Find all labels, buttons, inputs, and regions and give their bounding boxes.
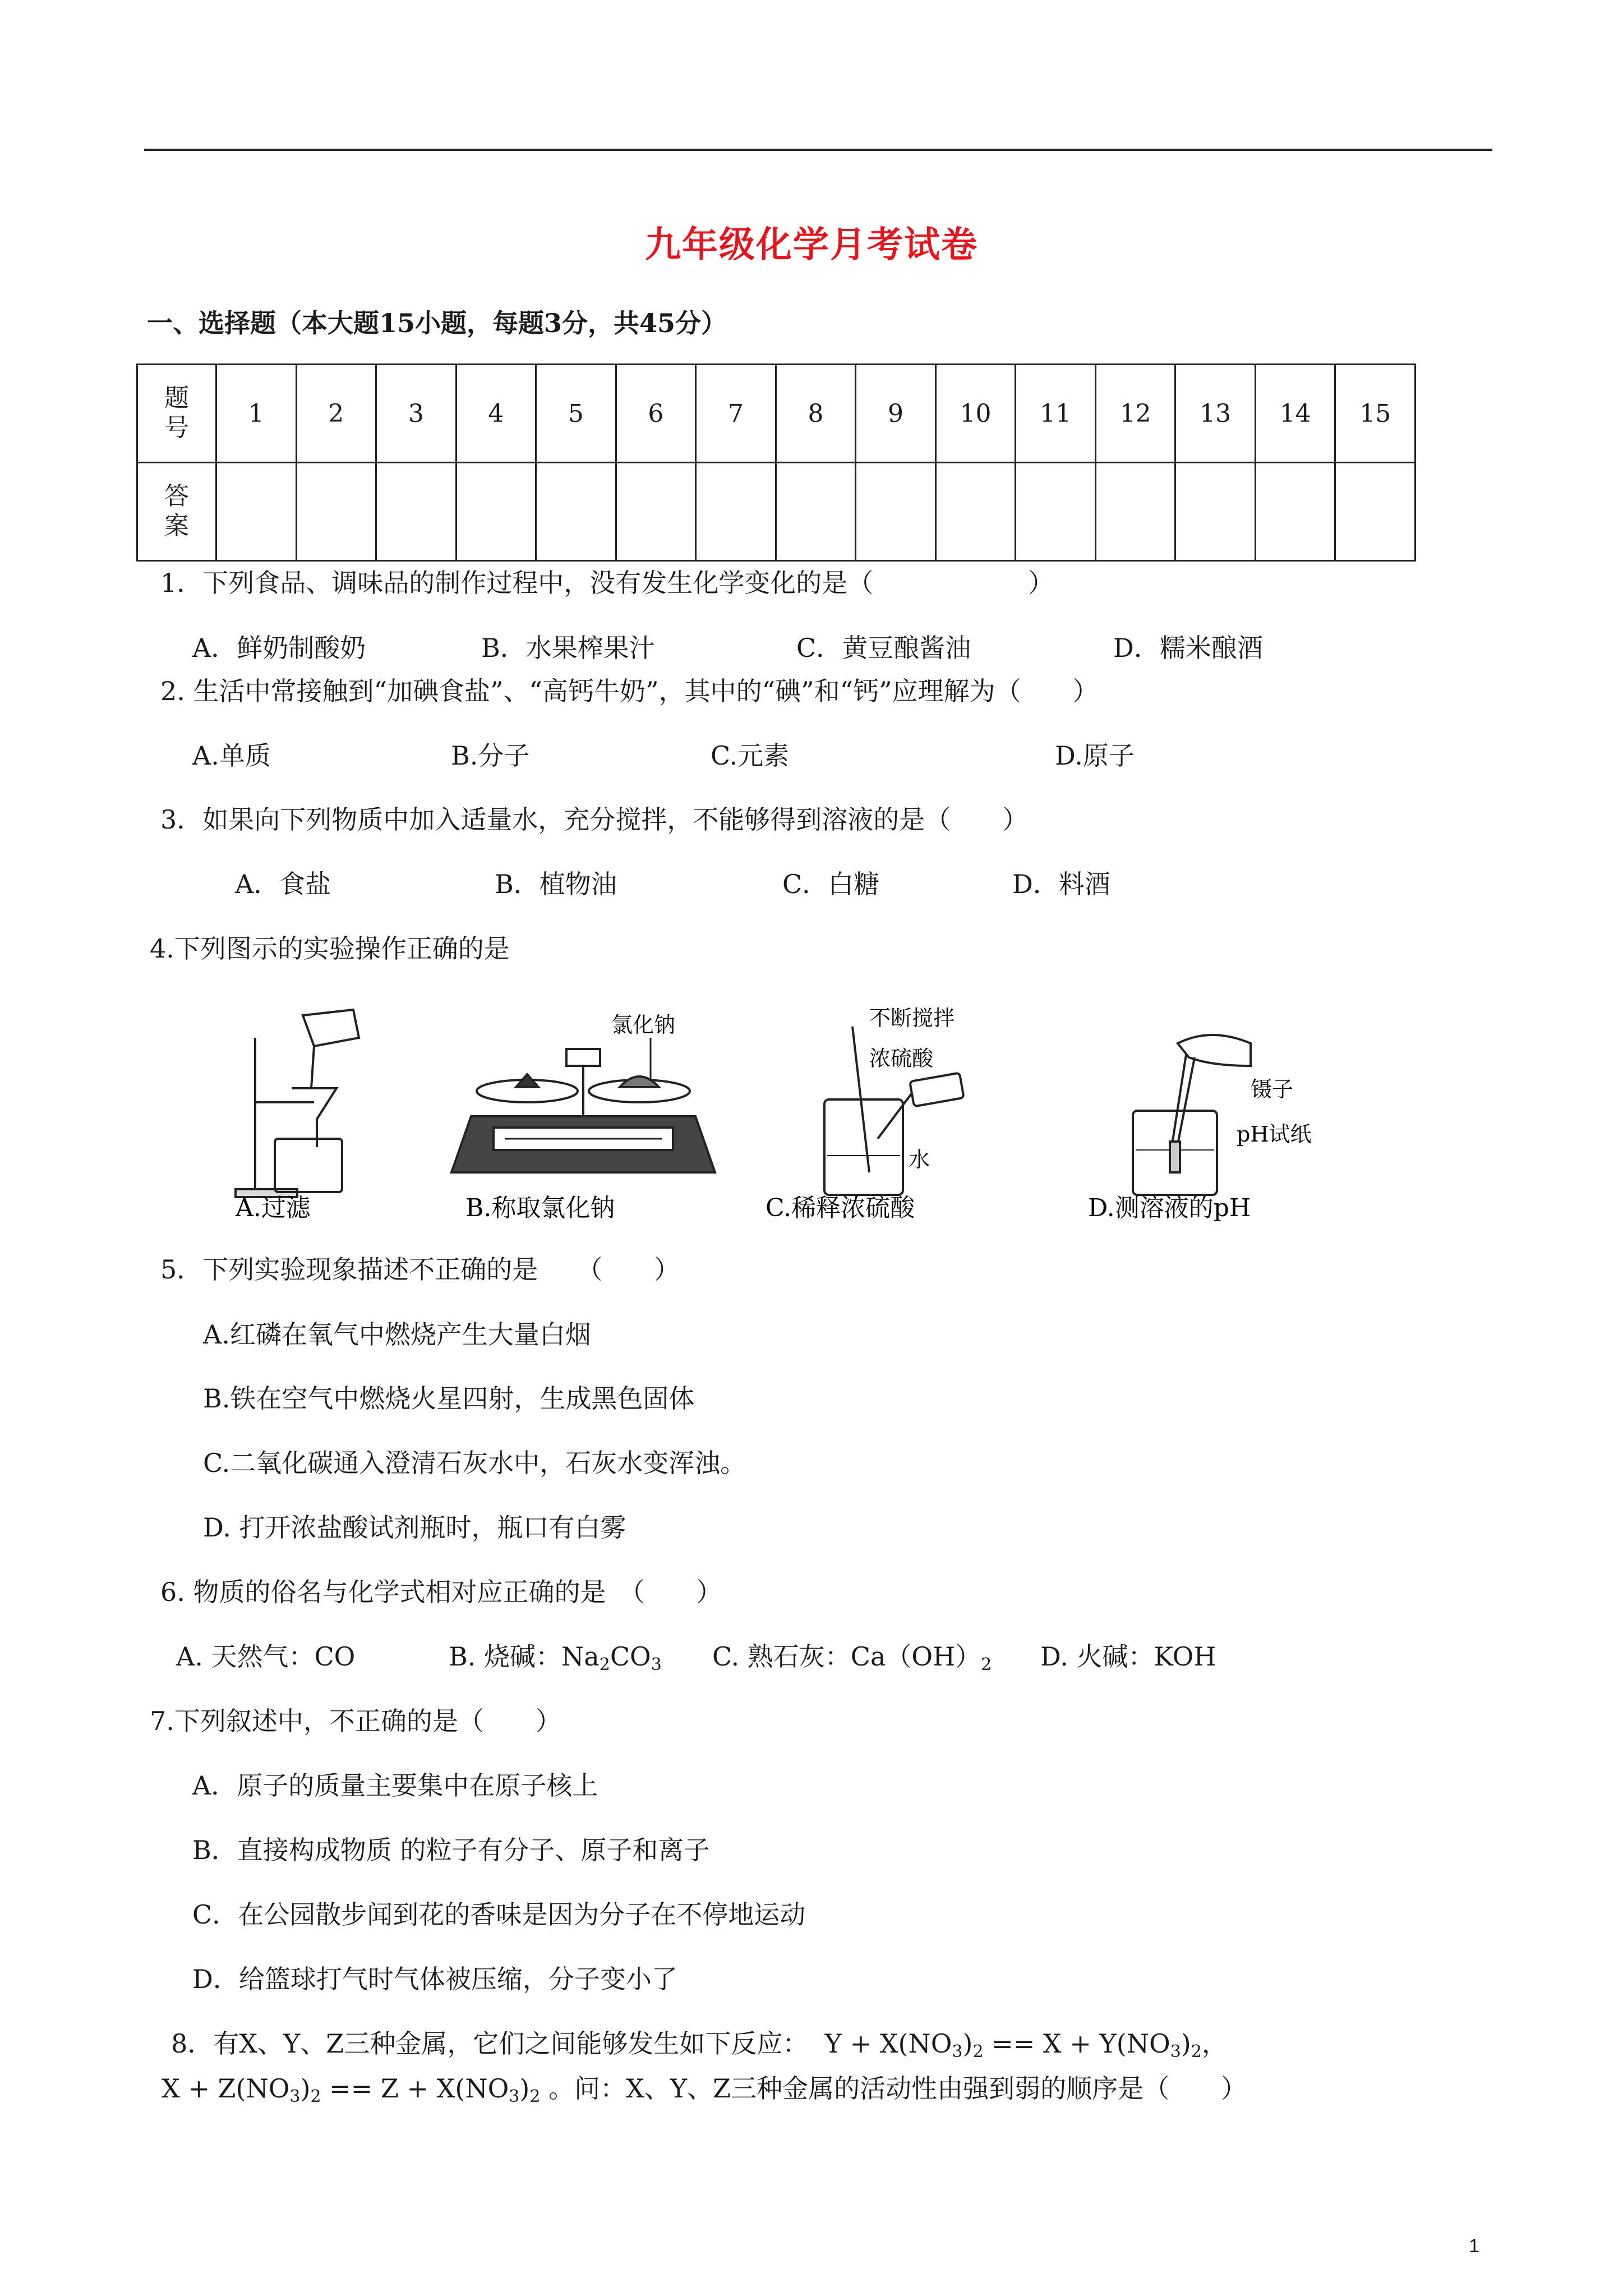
equation-1: $Y + X(NO_3)_2 == X + Y(NO_3)_2$， (824, 2028, 1228, 2062)
table-cell: 6 (616, 365, 696, 463)
table-cell: 7 (696, 365, 776, 463)
table-row-answers (137, 463, 1415, 561)
ph-test-figure (1133, 1035, 1251, 1195)
answer-table (136, 364, 1416, 562)
question-7-option-c: C．在公园散步闻到花的香味是因为分子在不停地运动 (192, 1899, 806, 1930)
table-cell: 8 (776, 365, 856, 463)
annotation-sodium-chloride: 氯化钠 (611, 1013, 676, 1037)
question-1-option-c: C．黄豆酿酱油 (796, 633, 971, 663)
question-7-stem: 7.下列叙述中，不正确的是（ ） (150, 1706, 561, 1736)
figure-label-a: A.过滤 (236, 1194, 311, 1222)
page-number: 1 (1469, 2235, 1479, 2257)
equation-2: $X + Z(NO_3)_2 == Z + X(NO_3)_2$ (162, 2073, 541, 2106)
annotation-ph-paper: pH试纸 (1237, 1122, 1312, 1147)
answer-cell[interactable] (1095, 463, 1175, 561)
page-title: 九年级化学月考试卷 (645, 224, 978, 266)
table-cell: 1 (216, 365, 297, 463)
row-header-number: 题 号 (137, 365, 216, 463)
answer-cell[interactable] (1255, 463, 1335, 561)
question-4-stem: 4.下列图示的实验操作正确的是 (150, 933, 510, 964)
question-2-option-d: D.原子 (1055, 740, 1135, 771)
question-1-option-b: B．水果榨果汁 (481, 633, 655, 663)
question-5-stem: 5．下列实验现象描述不正确的是 （ ） (160, 1254, 680, 1285)
table-cell: 4 (456, 365, 536, 463)
question-3-option-a: A．食盐 (235, 869, 331, 899)
table-cell: 10 (935, 365, 1016, 463)
question-3-option-b: B．植物油 (495, 869, 617, 899)
answer-cell[interactable] (1016, 463, 1096, 561)
question-8-stem-line2: $X + Z(NO_3)_2 == Z + X(NO_3)_2$ 。问：X、Y、Z三种金属的活动性由强到弱的顺序是（ ） (162, 2073, 1247, 2106)
answer-cell[interactable] (776, 463, 856, 561)
table-cell: 3 (376, 365, 457, 463)
answer-cell[interactable] (696, 463, 776, 561)
question-2-stem: 2. 生活中常接触到“加碘食盐”、“高钙牛奶”，其中的“碘”和“钙”应理解为（ ） (160, 676, 1099, 706)
question-6-option-b: B. 烧碱：$Na_2CO_3$ (449, 1641, 662, 1674)
table-cell: 9 (856, 365, 936, 463)
table-row-numbers (137, 365, 1415, 463)
figure-label-d: D.测溶液的pH (1088, 1194, 1251, 1222)
answer-cell[interactable] (935, 463, 1016, 561)
question-8-stem-line1: 8．有X、Y、Z三种金属，它们之间能够发生如下反应： $Y + X(NO_3)_2 == X + Y(NO_3)_2$， (171, 2028, 1228, 2062)
question-6-option-d: D. 火碱：KOH (1040, 1641, 1216, 1672)
answer-cell[interactable] (376, 463, 457, 561)
question-1-option-a: A．鲜奶制酸奶 (192, 633, 366, 663)
answer-cell[interactable] (216, 463, 297, 561)
table-cell: 13 (1175, 365, 1256, 463)
section-heading: 一、选择题（本大题15小题，每题3分，共45分） (147, 308, 727, 338)
question-5-option-b: B.铁在空气中燃烧火星四射，生成黑色固体 (203, 1383, 695, 1414)
question-6-stem: 6. 物质的俗名与化学式相对应正确的是 （ ） (160, 1577, 722, 1607)
figure-label-b: B.称取氯化钠 (465, 1194, 615, 1222)
table-cell: 2 (296, 365, 376, 463)
question-3-option-c: C．白糖 (782, 869, 880, 899)
question-5-option-c: C.二氧化碳通入澄清石灰水中，石灰水变浑浊。 (203, 1448, 746, 1478)
annotation-conc-acid: 浓硫酸 (869, 1046, 934, 1071)
question-6-option-c: C. 熟石灰：$Ca(OH)_2$ (712, 1641, 992, 1674)
question-3-stem: 3．如果向下列物质中加入适量水，充分搅拌，不能够得到溶液的是（ ） (160, 804, 1029, 835)
question-1-stem: 1．下列食品、调味品的制作过程中，没有发生化学变化的是（ ） (160, 568, 1054, 598)
table-cell: 12 (1095, 365, 1175, 463)
table-cell: 14 (1255, 365, 1335, 463)
answer-cell[interactable] (856, 463, 936, 561)
annotation-tweezers: 镊子 (1251, 1077, 1294, 1102)
question-1-option-d: D．糯米酿酒 (1113, 633, 1263, 663)
answer-cell[interactable] (1175, 463, 1256, 561)
question-2-option-c: C.元素 (711, 740, 790, 771)
table-cell: 15 (1335, 365, 1415, 463)
question-3-option-d: D．料酒 (1012, 869, 1110, 899)
table-cell: 11 (1016, 365, 1096, 463)
figure-label-c: C.稀释浓硫酸 (766, 1194, 915, 1222)
answer-cell[interactable] (616, 463, 696, 561)
annotation-water: 水 (909, 1147, 930, 1172)
question-7-option-a: A．原子的质量主要集中在原子核上 (192, 1770, 598, 1801)
question-2-option-a: A.单质 (192, 740, 271, 771)
answer-cell[interactable] (456, 463, 536, 561)
question-2-option-b: B.分子 (451, 740, 530, 771)
balance-figure (451, 1049, 715, 1172)
question-5-option-d: D. 打开浓盐酸试剂瓶时，瓶口有白雾 (203, 1512, 626, 1543)
answer-cell[interactable] (296, 463, 376, 561)
question-7-option-b: B．直接构成物质 的粒子有分子、原子和离子 (192, 1835, 710, 1865)
question-5-option-a: A.红磷在氧气中燃烧产生大量白烟 (203, 1319, 591, 1350)
annotation-stir: 不断搅拌 (869, 1006, 955, 1030)
answer-cell[interactable] (1335, 463, 1415, 561)
question-6-option-a: A. 天然气：CO (176, 1641, 356, 1672)
answer-cell[interactable] (536, 463, 616, 561)
row-header-answer: 答 案 (137, 463, 216, 561)
header-rule (144, 149, 1492, 151)
question-7-option-d: D．给篮球打气时气体被压缩，分子变小了 (192, 1964, 677, 1994)
table-cell: 5 (536, 365, 616, 463)
filtration-figure (236, 1010, 359, 1197)
experiment-figures (224, 1004, 1374, 1223)
